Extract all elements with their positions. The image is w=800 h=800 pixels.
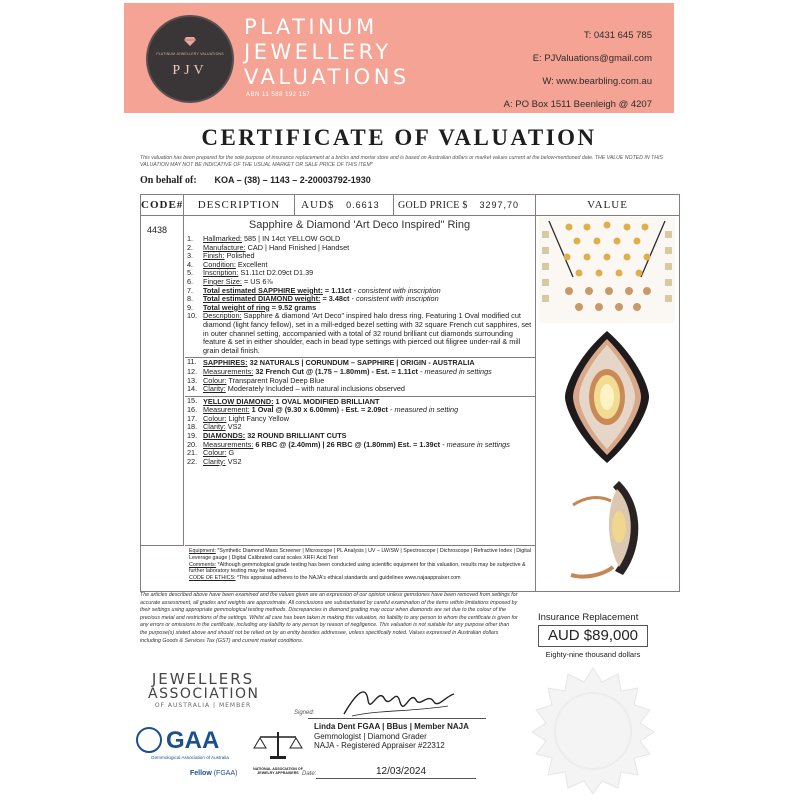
ja-line-3: OF AUSTRALIA | MEMBER: [154, 702, 252, 709]
letterhead: [124, 3, 674, 113]
spec-item-value: = US 6⅞: [241, 276, 273, 286]
spec-item-value: = 3.48ct: [320, 294, 350, 304]
loose-gemstones-photo: [539, 217, 675, 323]
spec-item-number: 4.: [187, 259, 194, 269]
column-divider: [535, 215, 536, 591]
contact-website: W: www.bearbling.com.au: [542, 76, 652, 87]
logo-initials: PJV: [172, 63, 208, 78]
valuation-date: 12/03/2024: [376, 766, 427, 777]
spec-item-value: 32 ROUND BRILLIANT CUTS: [245, 431, 347, 441]
spec-item: [185, 312, 535, 355]
jewellers-association-logo: [148, 670, 258, 709]
spec-item-label: Total weight of ring: [203, 302, 270, 312]
spec-item-label: Measurement:: [203, 405, 250, 415]
spec-item-number: 18.: [187, 422, 198, 432]
spec-item-label: Total estimated DIAMOND weight:: [203, 294, 321, 304]
spec-item-number: 9.: [187, 302, 194, 312]
gaa-fellow-suffix: (FGAA): [211, 770, 238, 777]
comments-note: [189, 562, 531, 576]
gold-price-label: GOLD PRICE $: [398, 200, 468, 211]
contact-phone: T: 0431 645 785: [583, 30, 652, 41]
date-line: [316, 778, 476, 779]
spec-item-label: Measurements:: [203, 439, 254, 449]
spec-item-value: G: [226, 448, 235, 458]
ring-top-view-photo: [559, 327, 655, 467]
spec-item-label: Clarity:: [203, 456, 226, 466]
spec-item-note: - consistent with inscription: [351, 285, 441, 295]
spec-item-label: DIAMONDS:: [203, 431, 246, 441]
gaa-fellow-text: [190, 770, 237, 777]
gaa-fellow-label: Fellow: [190, 770, 212, 777]
spec-item-value: Polished: [224, 251, 255, 261]
appraiser-name: Linda Dent FGAA | BBus | Member NAJA: [314, 722, 469, 731]
spec-item-label: Colour:: [203, 375, 227, 385]
spec-item-label: SAPPHIRES:: [203, 358, 248, 368]
column-divider: [183, 215, 184, 545]
spec-item-value: VS2: [225, 422, 242, 432]
ja-line-2: ASSOCIATION: [148, 686, 260, 702]
handwritten-signature: [338, 680, 458, 722]
spec-item-label: Hallmarked:: [203, 234, 242, 243]
spec-item-number: 8.: [187, 294, 194, 304]
equipment-note: [189, 548, 531, 562]
spec-item-label: Finger Size:: [203, 276, 242, 286]
spec-item-number: 2.: [187, 242, 194, 252]
diamond-icon: [184, 37, 196, 46]
equipment-text: *Synthetic Diamond Mass Screener | Microscope | PL Analysis | UV – LW/SW | Spectroscope | Dichroscope | Refractive Index | Digital Leverage gauge | Digital Calibrated carat scales XRF/ Acid Test: [189, 548, 532, 561]
valuation-table: [140, 194, 680, 592]
spec-item-value: Excellent: [235, 259, 268, 269]
appraiser-role: Gemmologist | Diamond Grader: [314, 731, 427, 741]
insurance-amount-words: Eighty-nine thousand dollars: [545, 650, 641, 659]
spec-item-label: Condition:: [203, 259, 236, 269]
brand-name-line-3: VALUATIONS: [244, 65, 410, 89]
spec-item-value: Light Fancy Yellow: [226, 413, 289, 423]
contact-address: A: PO Box 1511 Beenleigh @ 4207: [503, 99, 652, 110]
ethics-note: [189, 575, 531, 582]
comments-text: *Although gemmological grade testing has been conducted using scientific equipment for this valuation, results may be subjective & further laboratory testing may be required.: [189, 561, 526, 575]
spec-item-number: 16.: [187, 405, 198, 415]
date-label: Date:: [302, 771, 317, 777]
spec-item-value: 1 Oval @ (9.30 x 6.00mm) - Est. = 2.09ct: [249, 405, 388, 415]
valuation-disclaimer: This valuation has been prepared for the sole purpose of insurance replacement at a bricks and mortar store and is based on Australian dollars or market values current at the below-mentioned date. THE VALUE NOTED IN THIS VALUATION MAY NOT BE INDICATIVE OF THE USUAL MARKET OR SALE PRICE OF THIS ITEM*: [140, 155, 663, 168]
spec-item-label: Clarity:: [203, 384, 226, 394]
contact-email: E: PJValuations@gmail.com: [532, 53, 652, 64]
spec-item-value: = 9.52 grams: [269, 302, 317, 312]
spec-item-value: 1 OVAL MODIFIED BRILLIANT: [273, 396, 380, 406]
insurance-replacement-box: [538, 612, 648, 659]
aud-label: AUD$: [301, 199, 335, 211]
spec-item-number: 6.: [187, 276, 194, 286]
spec-item-label: Colour:: [203, 413, 227, 423]
spec-item: [185, 441, 535, 450]
company-logo: [146, 15, 234, 103]
equipment-label: Equipment:: [189, 548, 216, 554]
ethics-label: CODE OF ETHICS:: [189, 575, 236, 582]
ja-line-1: JEWELLERS: [151, 670, 255, 688]
column-header-code: CODE#: [141, 195, 184, 216]
testing-notes: [185, 545, 535, 582]
spec-item-value: 6 RBC @ (2.40mm) | 26 RBC @ (1.80mm) Est. = 1.39ct: [253, 439, 441, 449]
spec-item-note: - measured in setting: [387, 405, 459, 415]
comments-label: Comments:: [189, 561, 217, 568]
certificate-title: CERTIFICATE OF VALUATION: [201, 125, 597, 150]
spec-item-value: 585 | IN 14ct YELLOW GOLD: [241, 234, 341, 243]
ethics-text: *This appraisal adheres to the NAJA's ethical standards and guidelines www.najaappraiser.com: [235, 575, 461, 582]
on-behalf-row: [140, 175, 371, 186]
item-specification-list: [185, 235, 535, 466]
logo-small-text: PLATINUM JEWELLERY VALUATIONS: [156, 52, 224, 56]
aud-rate: 0.6613: [346, 200, 380, 210]
spec-item-value: Transparent Royal Deep Blue: [226, 375, 325, 385]
spec-item-label: Inscription:: [203, 268, 239, 278]
spec-item-number: 3.: [187, 251, 194, 261]
legal-disclaimer: The articles described above have been examined and the values given are an expression of our opinion unless gemstones have been removed from settings for accurate assessment, all grades and weights are approximate. All conclusions are substantiated by careful examination of the items within limitations imposed by their settings using appropriate gemmological testing methods. Discrepancies in diamond grading may occur when diamonds are set due to the colour of the precious metal and restrictions of the settings. Whilst all care has been taken in making this valuation, no liability to any person to whom the certificate is given for any errors or omissions in the certificate, including any liability to any person by reason of negligence. This valuation is not suitable for any purpose other than the purpose(s) stated above and should not be relied on by an entity besides addressee, unless specifically noted. Values expressed in Australian dollars including Goods & Services Tax (GST) and current market conditions.: [140, 592, 518, 644]
spec-item-value: VS2: [225, 456, 242, 466]
spec-item-label: Colour:: [203, 448, 227, 458]
row-divider: [141, 545, 184, 546]
ring-side-view-photo: [563, 475, 655, 585]
spec-item-number: 12.: [187, 366, 198, 376]
embossed-seal: [528, 666, 658, 796]
spec-item-number: 10.: [187, 311, 198, 321]
spec-item-number: 14.: [187, 384, 198, 394]
spec-item-number: 13.: [187, 375, 198, 385]
spec-item-number: 22.: [187, 456, 198, 466]
najaa-logo: [250, 730, 306, 775]
gaa-emblem-icon: [136, 727, 162, 753]
spec-item-label: YELLOW DIAMOND:: [203, 396, 274, 406]
item-code: 4438: [147, 225, 168, 235]
abn-number: ABN 11 588 192 157: [246, 92, 311, 98]
spec-item-value: S1.11ct D2.09ct D1.39: [238, 268, 314, 278]
spec-item-number: 21.: [187, 448, 198, 458]
spec-item-number: 17.: [187, 413, 198, 423]
spec-item-value: = 1.11ct: [322, 285, 352, 295]
column-header-value: VALUE: [536, 195, 679, 216]
spec-item-number: 15.: [187, 395, 198, 405]
brand-name-line-2: JEWELLERY: [244, 40, 392, 64]
column-header-description: DESCRIPTION: [184, 195, 295, 216]
item-title: Sapphire & Diamond 'Art Deco Inspired" Ring: [248, 219, 471, 231]
spec-item-note: - measured in settings: [417, 366, 492, 376]
spec-item-label: Clarity:: [203, 422, 226, 432]
brand-name-line-1: PLATINUM: [244, 15, 378, 39]
on-behalf-value: KOA – (38) – 1143 – 2-20003792-1930: [214, 175, 371, 185]
spec-item-note: - consistent with inscription: [349, 294, 439, 304]
insurance-amount: AUD $89,000: [538, 625, 648, 647]
spec-item-number: 11.: [187, 357, 197, 367]
appraiser-registration: NAJA - Registered Appraiser #22312: [314, 741, 445, 751]
spec-item-note: - measure in settings: [440, 439, 510, 449]
najaa-name: NATIONAL ASSOCIATION OF JEWELRY APPRAISERS: [253, 767, 303, 775]
spec-item: [185, 385, 535, 394]
spec-item-label: Measurements:: [203, 366, 254, 376]
spec-item-label: Description:: [203, 311, 242, 321]
on-behalf-label: On behalf of:: [140, 175, 197, 186]
spec-item-number: 19.: [187, 431, 198, 441]
signature-line: [308, 718, 486, 719]
spec-item-number: 20.: [187, 439, 198, 449]
gaa-wordmark: GAA: [166, 727, 220, 754]
spec-item-value: CAD | Hand Finished | Handset: [245, 242, 350, 252]
insurance-label: Insurance Replacement: [538, 612, 639, 623]
spec-item-value: Sapphire & diamond 'Art Deco" inspired halo dress ring. Featuring 1 Oval modified cut diamond (light fancy fellow), set in a mill-edged bezel setting with 32 square French cut sapphires, set in outer channel setting, accompanied with a total of 32 round brilliant cut diamonds surrounding feature & set in either shoulder, each in bead type settings with pierced out filigree under-rail & mill grain detail finish.: [203, 311, 532, 355]
spec-item-label: Finish:: [203, 251, 225, 261]
spec-item-value: 32 NATURALS | CORUNDUM – SAPPHIRE | ORIGIN - AUSTRALIA: [247, 358, 475, 368]
spec-item-number: 7.: [187, 285, 194, 295]
signed-label: Signed:: [294, 710, 315, 716]
spec-item-label: Manufacture:: [203, 242, 246, 252]
spec-item-number: 5.: [187, 268, 194, 278]
spec-item-value: Moderately Included – with natural inclusions observed: [225, 384, 405, 394]
spec-item-number: 1.: [187, 234, 194, 243]
appraiser-details: [314, 722, 469, 751]
column-header-aud: [295, 195, 394, 216]
gaa-subtitle: Gemmological Association of Australia: [151, 755, 229, 760]
spec-item: [185, 458, 535, 467]
spec-item-value: 32 French Cut @ (1.75 – 1.80mm) - Est. = 1.11ct: [253, 366, 418, 376]
certificate-sheet: [118, 0, 680, 800]
spec-item-label: Total estimated SAPPHIRE weight:: [203, 285, 323, 295]
gold-price-value: 3297,70: [479, 200, 520, 210]
scales-of-justice-icon: [250, 730, 306, 760]
column-header-gold-price: [394, 195, 536, 216]
